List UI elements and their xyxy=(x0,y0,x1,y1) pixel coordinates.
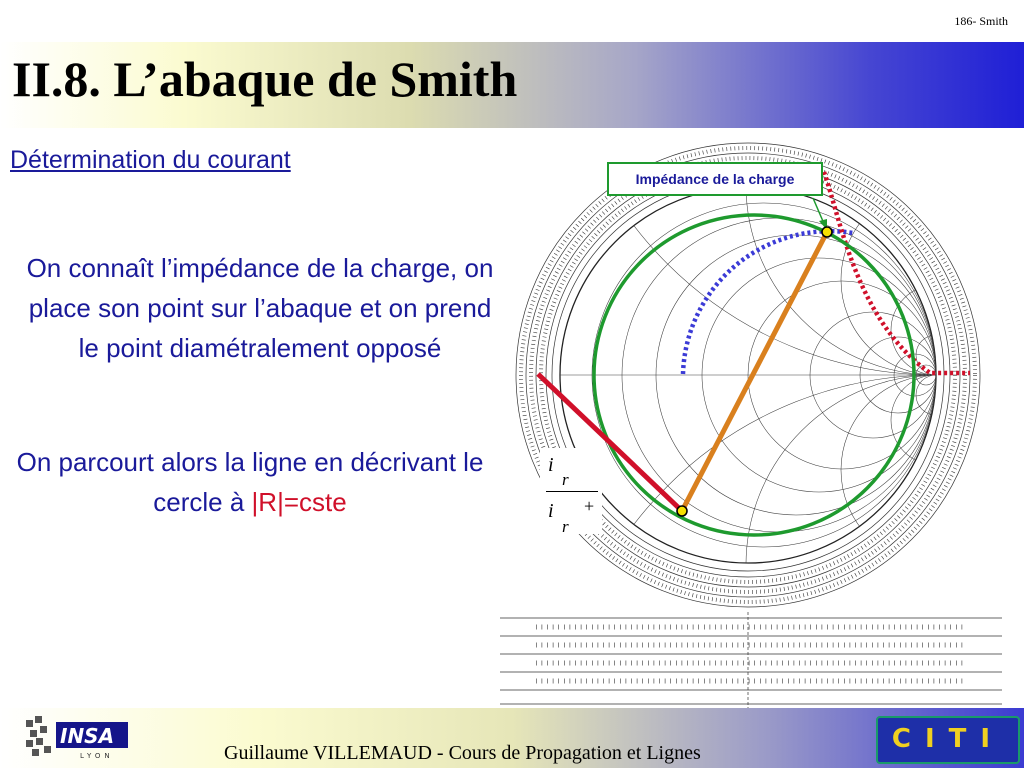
fraction-denominator-superscript: + xyxy=(584,496,595,516)
citi-logo xyxy=(876,716,1020,764)
fraction-numerator-subscript: r xyxy=(562,470,569,489)
insa-logo-text: INSA xyxy=(60,724,115,748)
constant-r-label: |R|=cste xyxy=(251,487,347,517)
fraction-numerator: i xyxy=(548,454,554,476)
smith-chart xyxy=(496,130,1004,710)
paragraph-load-impedance: On connaît l’impédance de la charge, on place son point sur l’abaque et on prend le point diamétralement opposé xyxy=(26,253,494,363)
section-heading: Détermination du courant xyxy=(10,146,291,174)
citi-logo-text: CITI xyxy=(891,724,1005,754)
paragraph-circle-text: On parcourt alors la ligne en décrivant le cercle à xyxy=(16,447,484,517)
load-impedance-callout: Impédance de la charge xyxy=(607,162,823,196)
load-impedance-point xyxy=(822,227,832,237)
fraction-denominator-subscript: r xyxy=(562,517,569,536)
opposite-point xyxy=(677,506,687,516)
diameter-line xyxy=(682,232,827,511)
slide-title: II.8. L’abaque de Smith xyxy=(12,51,518,107)
paragraph-circle xyxy=(14,442,486,522)
insa-logo-subtext: LYON xyxy=(80,752,114,760)
dotted-arc xyxy=(683,231,853,374)
dotted-red-arc xyxy=(824,172,970,373)
current-ratio-fraction xyxy=(540,448,602,534)
fraction-denominator: i xyxy=(548,500,554,522)
footer-text: Guillaume VILLEMAUD - Cours de Propagation et Lignes xyxy=(224,742,701,764)
slide-number: 186- Smith xyxy=(954,14,1008,28)
fraction-bar xyxy=(546,491,598,492)
insa-logo xyxy=(22,712,132,762)
